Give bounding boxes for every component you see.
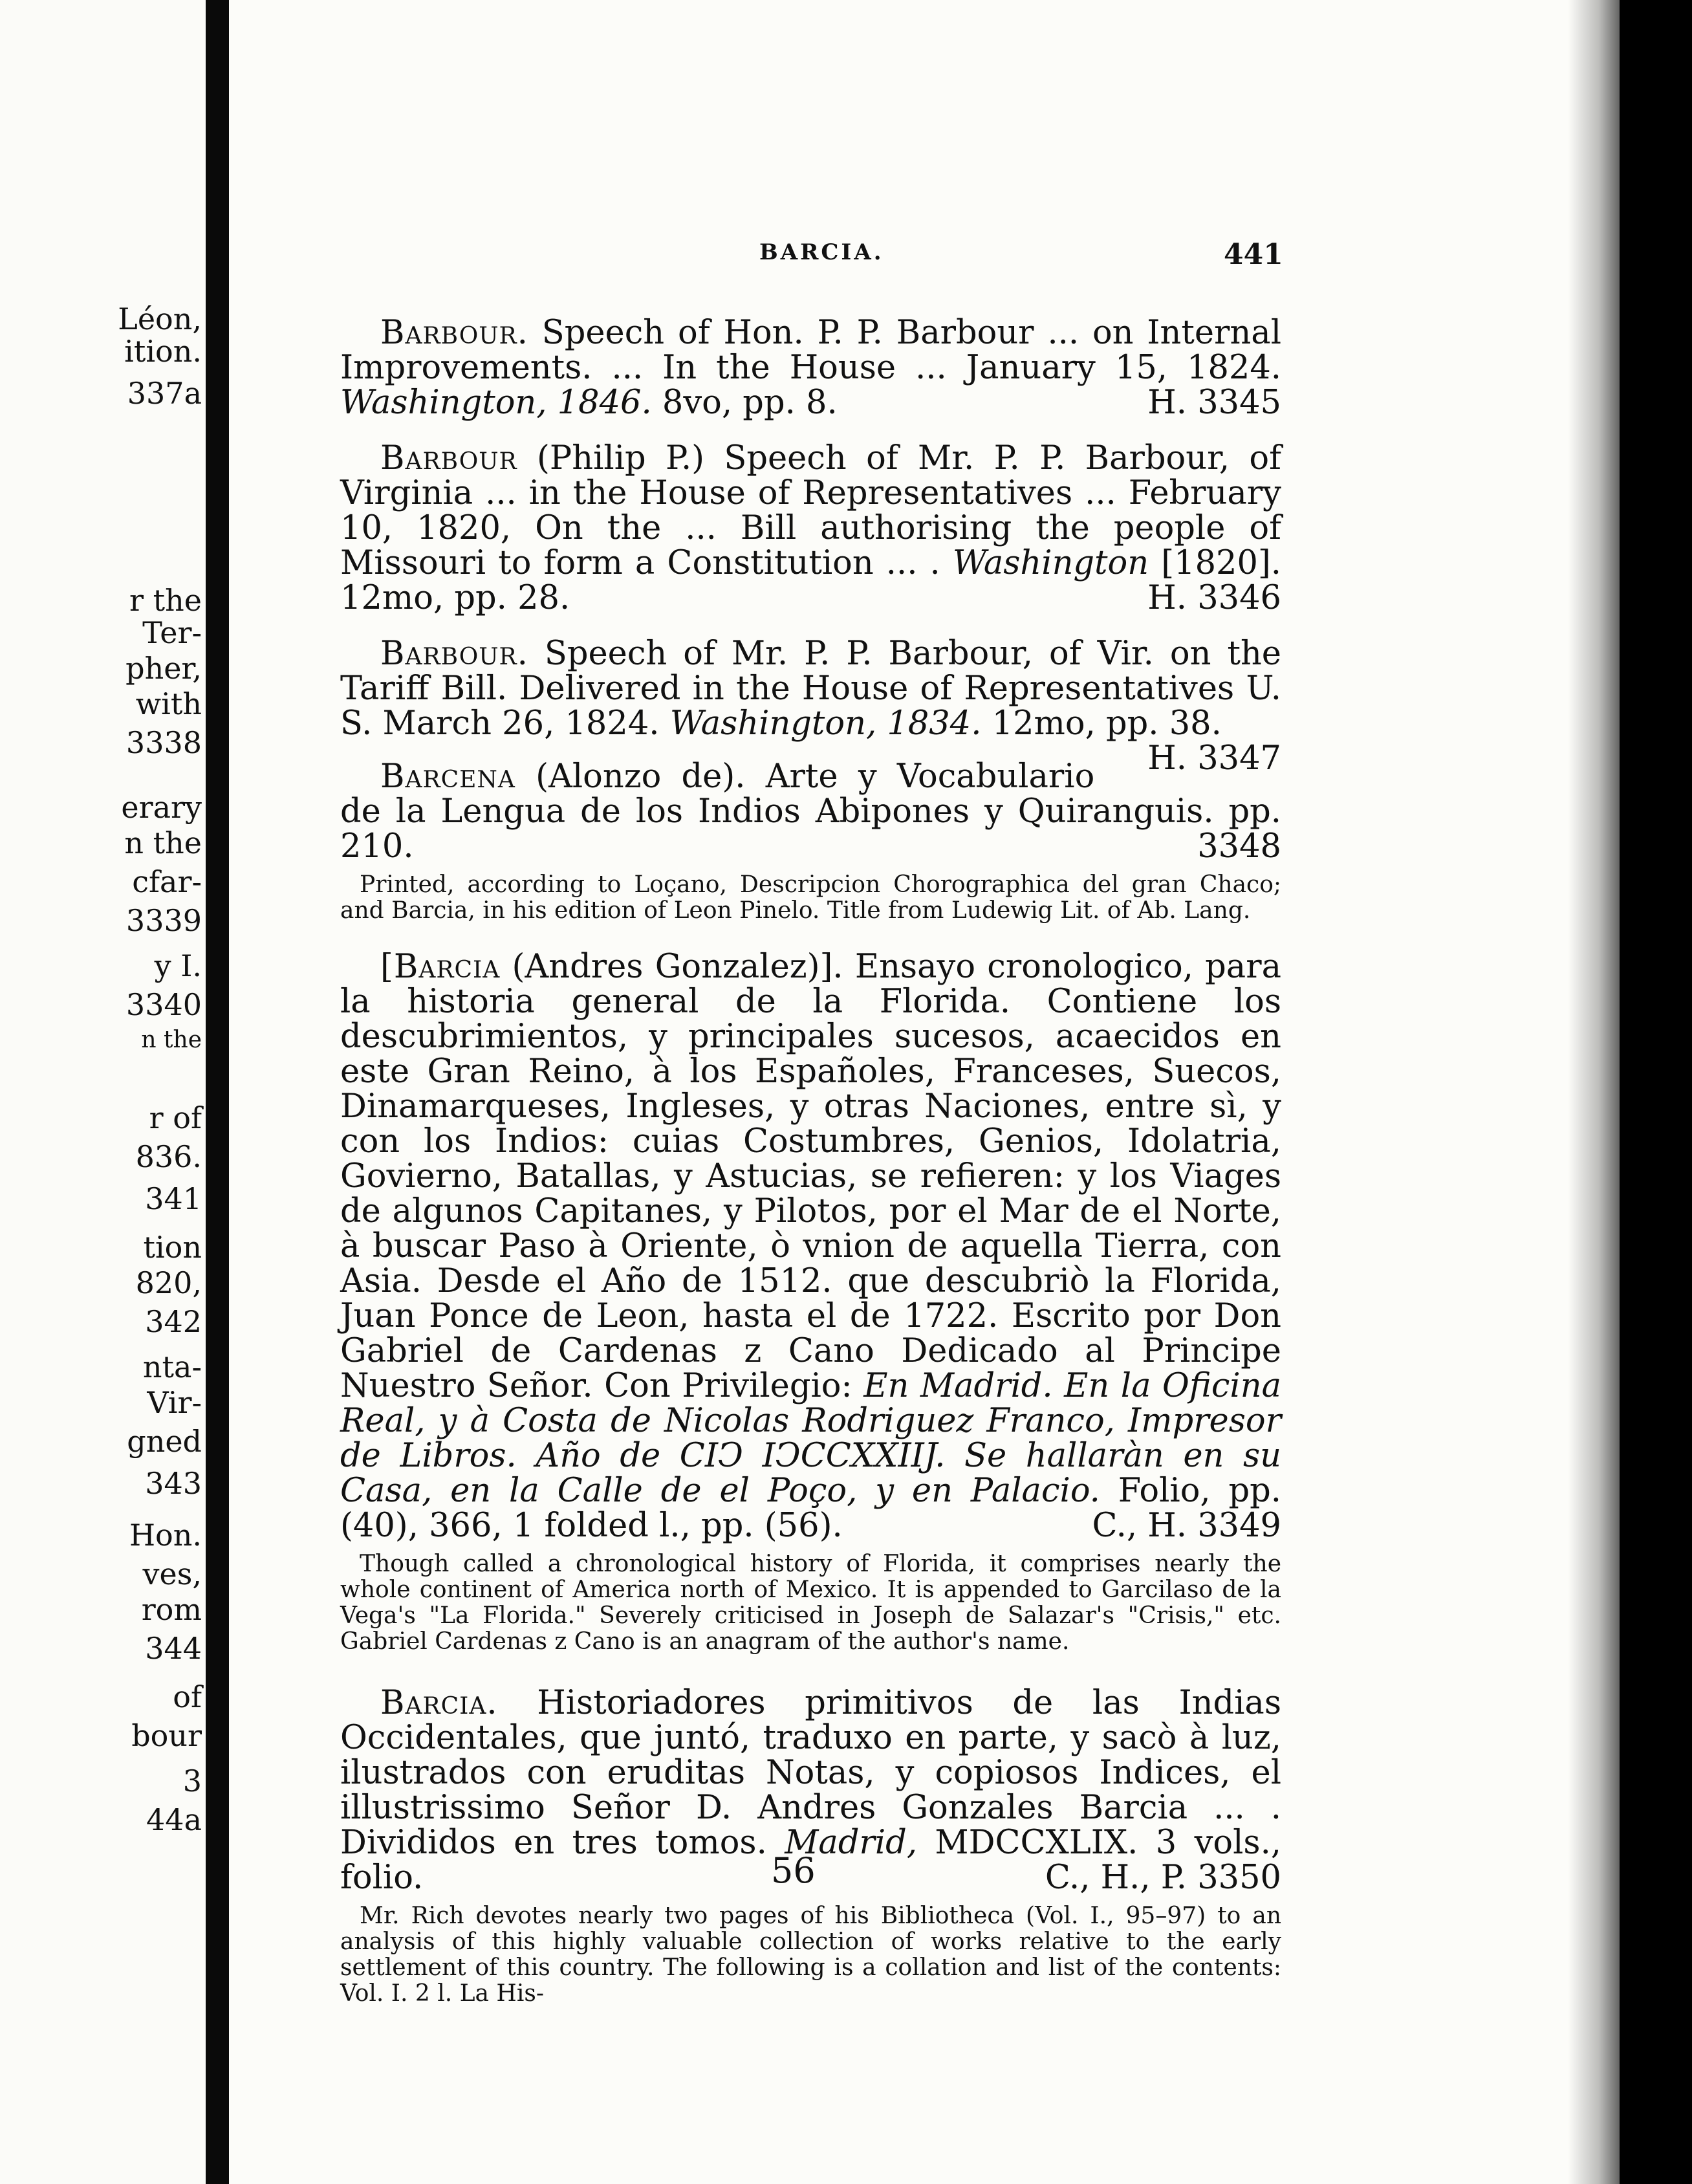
- entry-number: C., H., P. 3350: [1045, 1859, 1281, 1897]
- entry-imprint: En Madrid. En la Oficina Real, y à Costa de Nicolas Rodriguez Franco, Impresor de Libros. Año de CIↃ IↃCCXXIIJ. Se hallaràn en su Casa, en la Calle de el Poço, y en Palacio.: [340, 1367, 1281, 1510]
- book-page: [229, 0, 1620, 2184]
- left-page-fragment: 44a: [146, 1802, 202, 1837]
- entry-note: Mr. Rich devotes nearly two pages of his Bibliotheca (Vol. I., 95–97) to an analysis of this highly valuable collection of works relative to the early settlement of this country. The following is a collation and list of the contents: Vol. I. 2 l. La His-: [340, 1903, 1281, 2007]
- left-page-fragment: 3338: [125, 725, 202, 760]
- entry-details: [1820]. 12mo, pp. 28.: [340, 544, 1282, 617]
- left-page-fragment: n the: [124, 825, 202, 860]
- entries-column: [340, 316, 1281, 2007]
- entry-heading: Barbour.: [380, 314, 528, 352]
- entry-text: [340, 316, 1281, 420]
- page-number: 441: [1224, 238, 1283, 271]
- page-edge-shadow: [1568, 0, 1620, 2184]
- bibliography-entry: [340, 950, 1281, 1655]
- bibliography-entry: [340, 441, 1281, 616]
- entry-imprint: Madrid,: [785, 1824, 918, 1862]
- left-page-fragment: gned: [127, 1424, 202, 1459]
- entry-title: Speech of Mr. P. P. Barbour, of Vir. on the Tariff Bill. Delivered in the House of Representatives U. S. March 26, 1824.: [340, 635, 1281, 743]
- left-page-fragment: tion: [143, 1230, 202, 1265]
- left-page-fragment: Hon.: [129, 1518, 202, 1553]
- left-page-fragment: bour: [131, 1718, 202, 1753]
- entry-title: (Andres Gonzalez)]. Ensayo cronologico, para la historia general de la Florida. Contiene los descubrimientos, y principales sucesos, acaecidos en este Gran Reino, à los Españoles, Franceses, Suecos, Dinamarqueses, Ingleses, y otras Naciones, entre sì, y con los Indios: cuias Costumbres, Genios, Idolatria, Govierno, Batallas, y Astucias, se refieren: y los Viages de algunos Capitanes, y Pilotos, por el Mar de el Norte, à buscar Paso à Oriente, ò vnion de aquella Tierra, con Asia. Desde el Año de 1512. que descubriò la Florida, Juan Ponce de Leon, hasta el de 1722. Escrito por Don Gabriel de Cardenas z Cano Dedicado al Principe Nuestro Señor. Con Privilegio:: [340, 948, 1281, 1405]
- entry-imprint: Washington, 1834.: [669, 704, 982, 743]
- left-page-fragment: rom: [141, 1592, 202, 1627]
- left-page-fragment: of: [173, 1679, 202, 1714]
- entry-number: 3348: [1197, 827, 1281, 866]
- entry-imprint: Washington: [952, 544, 1149, 582]
- left-page-fragment: Ter-: [142, 615, 202, 650]
- entry-details: MDCCXLIX. 3 vols., folio.: [340, 1824, 1281, 1897]
- entry-details: 12mo, pp. 38.: [992, 704, 1222, 743]
- entry-note: Though called a chronological history of Florida, it comprises nearly the whole continent of America north of Mexico. It is appended to Garcilaso de la Vega's "La Florida." Severely criticised in Joseph de Salazar's "Crisis," etc. Gabriel Cardenas z Cano is an anagram of the author's name.: [340, 1551, 1281, 1655]
- entry-text: [340, 950, 1281, 1544]
- signature-mark: 56: [771, 1850, 816, 1891]
- entry-text: [340, 441, 1281, 616]
- entry-heading: Barcena: [380, 758, 515, 796]
- bibliography-entry: [340, 316, 1281, 420]
- left-page-fragment: 3340: [125, 987, 202, 1022]
- running-title: BARCIA.: [759, 239, 884, 265]
- entry-title: Historiadores primitivos de las Indias Occidentales, que juntó, traduxo en parte, y sacò à luz, ilustrados con eruditas Notas, y copiosos Indices, el illustrissimo Señor D. Andres Gonzales Barcia ... . Divididos en tres tomos.: [340, 1684, 1281, 1862]
- entry-heading: Barbour.: [380, 635, 528, 673]
- left-page-fragment: Léon,: [118, 301, 202, 336]
- left-page-fragment: 342: [145, 1304, 202, 1339]
- left-page-fragment: ition.: [124, 334, 202, 369]
- bibliography-entry: [340, 1686, 1281, 2007]
- entry-number: H. 3346: [1147, 579, 1281, 617]
- left-page-fragment: r the: [129, 583, 202, 618]
- entry-heading: [Barcia: [380, 948, 501, 986]
- entry-title: Speech of Hon. P. P. Barbour ... on Internal Improvements. ... In the House ... January 15, 1824.: [340, 314, 1282, 387]
- entry-details: 8vo, pp. 8.: [662, 384, 838, 422]
- left-page-fragment: 343: [145, 1466, 202, 1501]
- left-page-fragment: 344: [145, 1631, 202, 1666]
- left-page-fragment: erary: [121, 790, 202, 825]
- book-gutter: [206, 0, 229, 2184]
- left-page-fragment: n the: [141, 1027, 202, 1053]
- entry-heading: Barcia.: [380, 1684, 498, 1722]
- entry-title: (Alonzo de). Arte y Vocabulario de la Lengua de los Indios Abipones y Quiranguis. pp. 210.: [340, 758, 1281, 866]
- entry-title: (Philip P.) Speech of Mr. P. P. Barbour, of Virginia ... in the House of Representatives ... February 10, 1820, On the ... Bill authorising the people of Missouri to form a Constitution ... .: [340, 439, 1281, 582]
- entry-number: H. 3345: [1147, 384, 1281, 422]
- left-page-fragment: 836.: [135, 1139, 202, 1174]
- scan-background: [1620, 0, 1692, 2184]
- left-page-fragment: cfar-: [132, 864, 202, 899]
- left-page-fragment: 3: [182, 1764, 202, 1798]
- left-page-fragment: nta-: [142, 1349, 202, 1384]
- entry-details: Folio, pp. (40), 366, 1 folded l., pp. (56).: [340, 1472, 1282, 1545]
- left-page-fragment: ves,: [142, 1556, 202, 1591]
- left-page-fragment: 3339: [125, 903, 202, 938]
- entry-imprint: Washington, 1846.: [340, 384, 652, 422]
- left-page-fragment: 337a: [127, 376, 202, 411]
- entry-number: H. 3347: [1147, 739, 1281, 778]
- left-page-fragment: pher,: [125, 651, 202, 686]
- entry-number: C., H. 3349: [1092, 1507, 1281, 1545]
- bibliography-entry: [340, 759, 1281, 924]
- left-page-fragment: r of: [149, 1100, 202, 1135]
- entry-heading: Barbour: [380, 439, 517, 477]
- left-page-fragment: y I.: [154, 948, 202, 983]
- left-page-fragment: 820,: [135, 1265, 202, 1300]
- facing-page-left: [0, 0, 206, 2184]
- left-page-fragment: Vir-: [147, 1385, 202, 1420]
- left-page-fragment: with: [135, 686, 202, 721]
- left-page-fragment: 341: [145, 1181, 202, 1216]
- entry-note: Printed, according to Loçano, Descripcion Chorographica del gran Chaco; and Barcia, in his edition of Leon Pinelo. Title from Ludewig Lit. of Ab. Lang.: [340, 871, 1281, 924]
